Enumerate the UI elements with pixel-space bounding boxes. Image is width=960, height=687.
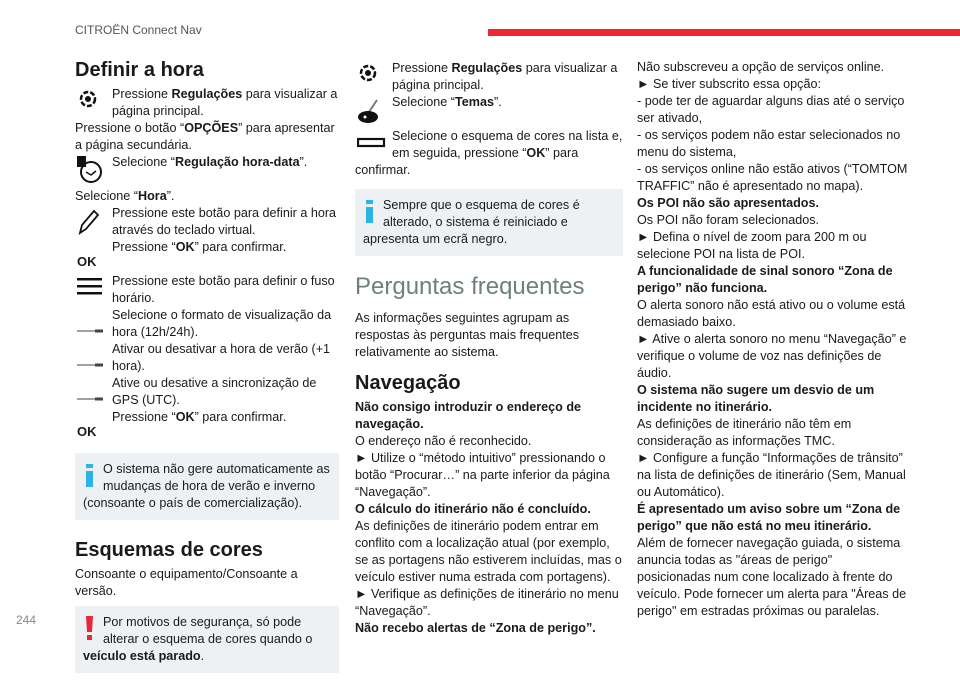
text-segment: Além de fornecer navegação guiada, o sistema anuncia todas as "áreas de perigo" posicionadas num cone localizado à frente do veículo. Pode fornecer um alerta para "Áreas de perigo" em estradas próximas ou paralelas.: [637, 536, 907, 618]
instruction-text: [75, 188, 339, 205]
faq-answer: [355, 433, 623, 450]
bold-text: Hora: [138, 189, 167, 203]
faq-question: [637, 195, 909, 212]
instruction-row: [75, 154, 339, 188]
header-accent-bar: [488, 29, 960, 36]
text-segment: ► Defina o nível de zoom para 200 m ou selecione POI na lista de POI.: [637, 230, 867, 261]
bold-text: A funcionalidade de sinal sonoro “Zona de perigo” não funciona.: [637, 264, 893, 295]
palette-icon: [355, 94, 392, 128]
text-segment: ” para confirmar.: [355, 146, 579, 177]
text-segment: Ativar ou desativar a hora de verão (+1 hora).: [112, 342, 331, 373]
faq-question: [355, 399, 623, 433]
text-segment: Selecione o formato de visualização da hora (12h/24h).: [112, 308, 332, 339]
instruction-row: [75, 273, 339, 307]
instruction-text: [75, 239, 339, 256]
text-segment: Pressione: [392, 61, 452, 75]
bold-text: OK: [175, 410, 195, 424]
instruction-text: [355, 94, 623, 111]
text-segment: - pode ter de aguardar alguns dias até o serviço ser ativado,: [637, 94, 905, 125]
text-segment: ” para apresentar a página secundária.: [75, 121, 335, 152]
pencil-icon: [75, 205, 112, 239]
instruction-row: [355, 94, 623, 128]
bold-text: veículo está parado: [83, 649, 201, 663]
faq-answer: [637, 127, 909, 161]
instruction-text: [75, 307, 339, 341]
instruction-text: [355, 128, 623, 179]
bold-text: É apresentado um aviso sobre um “Zona de perigo” que não está no meu itinerário.: [637, 502, 901, 533]
faq-answer: [637, 229, 909, 263]
running-header: CITROËN Connect Nav: [75, 23, 202, 37]
column-2: [355, 58, 623, 637]
text-segment: ► Verifique as definições de itinerário no menu “Navegação”.: [355, 587, 619, 618]
faq-answer: [637, 331, 909, 382]
instruction-row: [75, 205, 339, 239]
instruction-row: [75, 86, 339, 120]
text-segment: Selecione “: [75, 189, 139, 203]
info-icon: [85, 461, 103, 495]
instruction-text: [75, 120, 339, 154]
instruction-text: [75, 205, 339, 239]
bold-text: OK: [526, 146, 546, 160]
ok-label: OK: [77, 424, 97, 439]
instruction-row: [75, 307, 339, 341]
text-segment: Pressione o botão “: [75, 121, 185, 135]
chapter-heading-faq: Perguntas frequentes: [355, 273, 585, 300]
text-segment: Sempre que o esquema de cores é alterado, o sistema é reiniciado e apresenta um ecrã negro.: [363, 198, 580, 246]
bold-text: OK: [175, 240, 195, 254]
text-segment: .: [200, 649, 205, 663]
faq-answer: [355, 586, 623, 620]
instruction-text: [75, 154, 339, 171]
instruction-text: [75, 273, 339, 307]
faq-list: [355, 399, 623, 637]
text-segment: Os POI não foram selecionados.: [637, 213, 820, 227]
section-heading-color-schemes: Esquemas de cores: [75, 539, 263, 561]
ok-label: OK: [77, 254, 97, 269]
bold-text: Regulação hora-data: [175, 155, 300, 169]
color-bar-icon: [355, 128, 392, 162]
bold-text: O sistema não sugere um desvio de um incidente no itinerário.: [637, 383, 875, 414]
text-segment: As definições de itinerário não têm em consideração as informações TMC.: [637, 417, 852, 448]
text-segment: Selecione “: [392, 95, 456, 109]
instruction-row: [75, 375, 339, 409]
text-segment: Não subscreveu a opção de serviços online.: [637, 60, 885, 74]
toggle-switch-icon: [75, 375, 112, 409]
toggle-switch-icon: [75, 341, 112, 375]
text-segment: ”.: [166, 189, 175, 203]
info-box: [75, 453, 339, 520]
instruction-text: [355, 60, 623, 94]
bold-text: Regulações: [451, 61, 523, 75]
instruction-row: [75, 239, 339, 273]
ok-icon: [75, 409, 112, 443]
instruction-text: [75, 86, 339, 120]
faq-answer: [637, 297, 909, 331]
faq-answer: [637, 450, 909, 501]
info-text: [363, 197, 615, 248]
text-segment: As informações seguintes agrupam as respostas às perguntas mais frequentes relativamente ao sistema.: [355, 311, 580, 359]
instruction-row: [75, 341, 339, 375]
section-heading-navigation: Navegação: [355, 372, 461, 394]
menu-icon: [75, 273, 112, 307]
instruction-text: [75, 375, 339, 409]
text-segment: ”.: [493, 95, 502, 109]
text-segment: O alerta sonoro não está ativo ou o volume está demasiado baixo.: [637, 298, 906, 329]
bold-text: OPÇÕES: [184, 121, 239, 135]
info-icon: [365, 197, 383, 231]
text-segment: O endereço não é reconhecido.: [355, 434, 532, 448]
bold-text: Os POI não são apresentados.: [637, 196, 819, 210]
text-segment: para visualizar a página principal.: [112, 87, 338, 118]
gear-icon: [355, 60, 392, 94]
faq-answer: [637, 535, 909, 620]
instruction-text: [75, 341, 339, 375]
faq-answer: [637, 59, 909, 76]
text-segment: ” para confirmar.: [194, 240, 287, 254]
text-segment: - os serviços podem não estar selecionados no menu do sistema,: [637, 128, 901, 159]
gear-icon: [75, 86, 112, 120]
info-box: [355, 189, 623, 256]
toggle-switch-icon: [75, 307, 112, 341]
instruction-row: [355, 60, 623, 94]
bold-text: O cálculo do itinerário não é concluído.: [355, 502, 591, 516]
text-segment: ”.: [299, 155, 308, 169]
text-segment: Selecione “: [112, 155, 176, 169]
instruction-row: [75, 409, 339, 443]
faq-answer: [637, 416, 909, 450]
text-segment: ” para confirmar.: [194, 410, 287, 424]
faq-answer: [637, 76, 909, 93]
column-3: [637, 59, 909, 620]
faq-answer: [637, 161, 909, 195]
clock-calendar-icon: [75, 154, 112, 188]
text-segment: As definições de itinerário podem entrar em conflito com a localização atual (por exemplo, se as portagens não estiverem incluídas, mas o veículo estiver numa estrada com portagens).: [355, 519, 622, 584]
text-segment: Pressione este botão para definir a hora através do teclado virtual.: [112, 206, 337, 237]
text-segment: ► Configure a função “Informações de trânsito” na lista de definições de itinerário (Sem, Manual ou Automático).: [637, 451, 906, 499]
text-segment: Pressione: [112, 87, 172, 101]
faq-answer: [637, 93, 909, 127]
paragraph: [75, 566, 339, 600]
bold-text: Temas: [455, 95, 494, 109]
faq-question: [637, 382, 909, 416]
text-segment: Selecione o esquema de cores na lista e, em seguida, pressione “: [392, 129, 623, 160]
ok-icon: [75, 239, 112, 273]
text-segment: ► Ative o alerta sonoro no menu “Navegação” e verifique o volume de voz nas definições de áudio.: [637, 332, 907, 380]
warning-icon: [85, 614, 103, 648]
paragraph: [355, 310, 623, 361]
info-text: [83, 461, 331, 512]
faq-answer: [355, 518, 623, 586]
column-1: [75, 58, 339, 687]
text-segment: Pressione este botão para definir o fuso horário.: [112, 274, 335, 305]
faq-answer: [637, 212, 909, 229]
faq-question: [355, 620, 623, 637]
faq-question: [355, 501, 623, 518]
faq-question: [637, 501, 909, 535]
faq-answer: [355, 450, 623, 501]
bold-text: Não consigo introduzir o endereço de navegação.: [355, 400, 582, 431]
text-segment: Por motivos de segurança, só pode alterar o esquema de cores quando o: [103, 615, 313, 646]
text-segment: Pressione “: [112, 240, 176, 254]
text-segment: ► Utilize o “método intuitivo” pressionando o botão “Procurar…” na parte inferior da página “Navegação”.: [355, 451, 610, 499]
text-segment: O sistema não gere automaticamente as mudanças de hora de verão e inverno (consoante o país de comercialização).: [83, 462, 330, 510]
instruction-text: [75, 409, 339, 426]
instruction-row: [355, 128, 623, 179]
faq-question: [637, 263, 909, 297]
bold-text: Regulações: [171, 87, 243, 101]
text-segment: Ative ou desative a sincronização de GPS (UTC).: [112, 376, 317, 407]
text-segment: ► Se tiver subscrito essa opção:: [637, 77, 821, 91]
text-segment: - os serviços online não estão ativos (“TOMTOM TRAFFIC” não é apresentado no mapa).: [637, 162, 908, 193]
text-segment: Pressione “: [112, 410, 176, 424]
text-segment: para visualizar a página principal.: [392, 61, 618, 92]
bold-text: Não recebo alertas de “Zona de perigo”.: [355, 621, 596, 635]
faq-list: [637, 59, 909, 620]
section-heading-set-time: Definir a hora: [75, 59, 204, 81]
text-segment: Consoante o equipamento/Consoante a versão.: [75, 567, 298, 598]
page-number: 244: [16, 613, 37, 627]
